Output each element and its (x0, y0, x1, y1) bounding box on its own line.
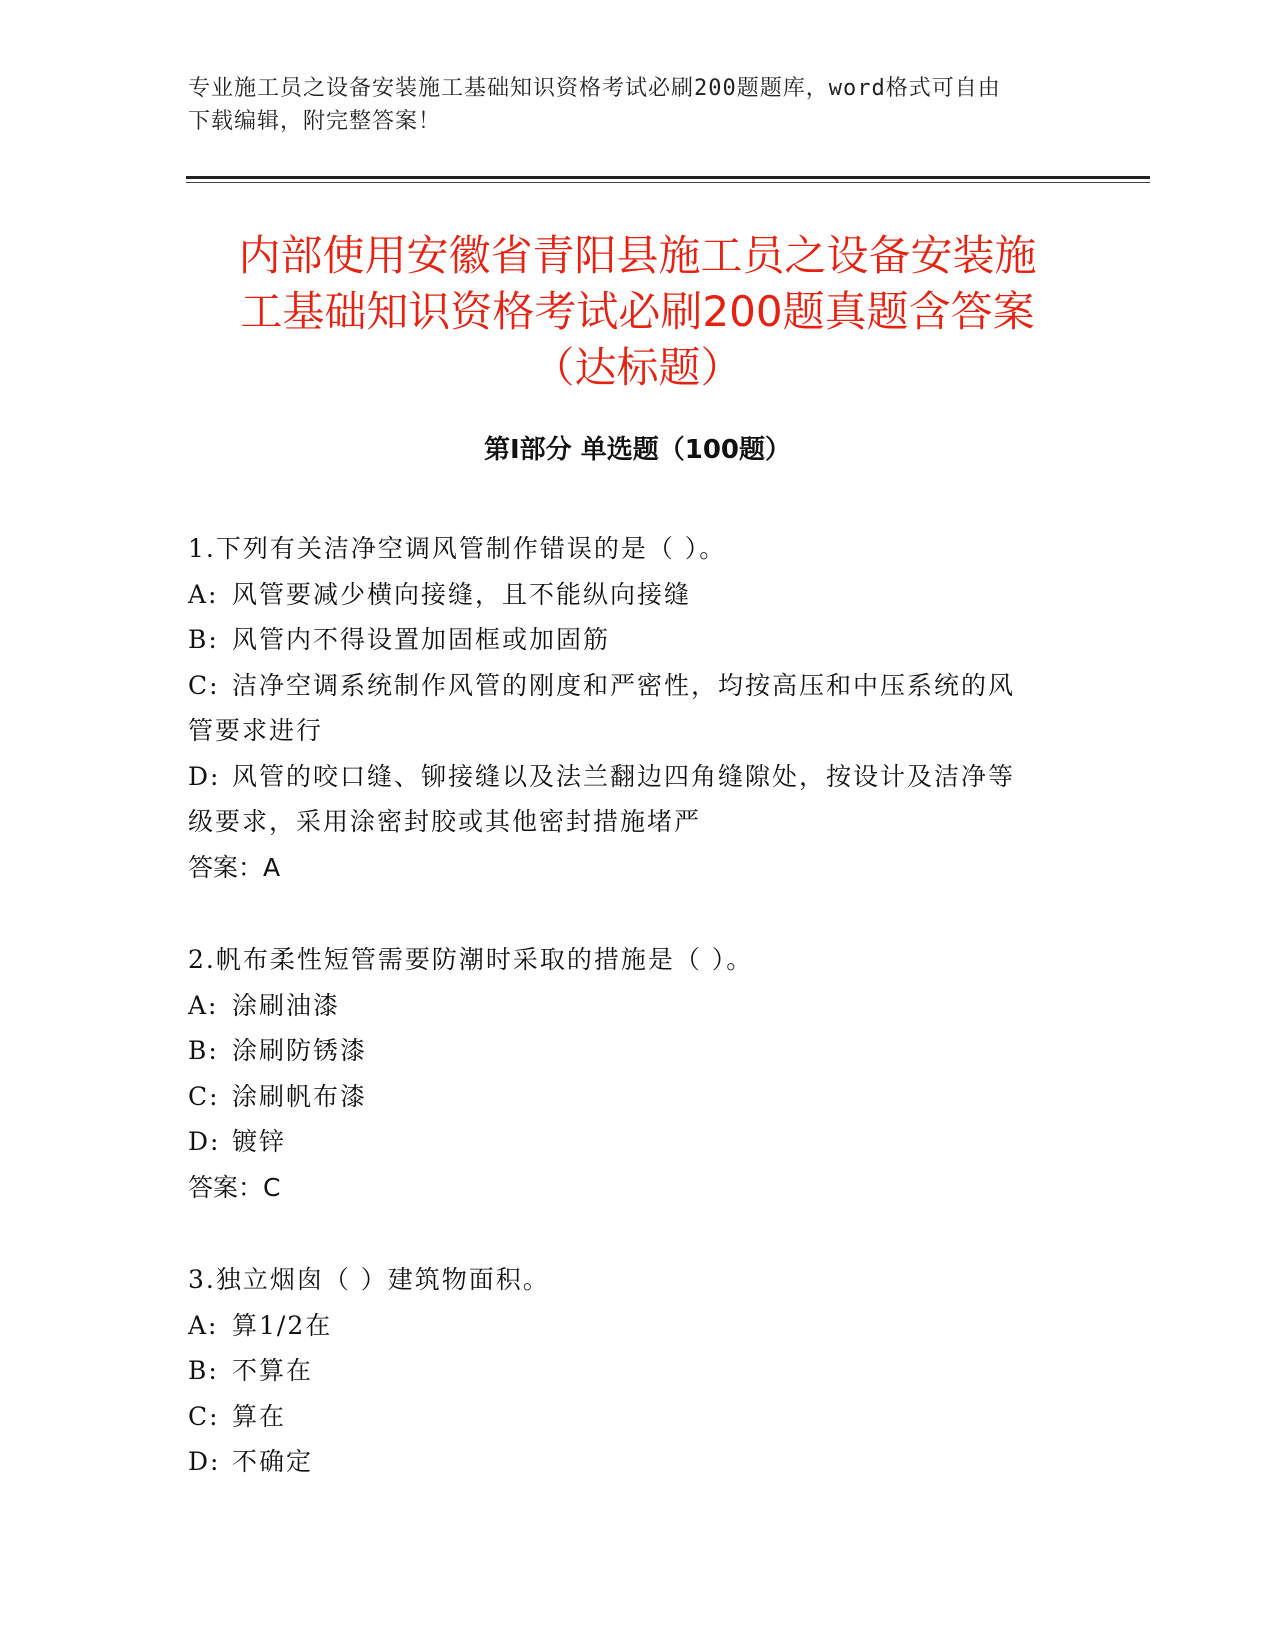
question-1 (188, 526, 1088, 890)
answer-line: 答案：A (188, 852, 281, 882)
option-d (188, 1439, 1088, 1485)
option-c (188, 1074, 1088, 1120)
option-label: A: (188, 990, 219, 1020)
option-text: 不算在 (232, 1356, 314, 1385)
option-d-continuation: 级要求，采用涂密封胶或其他密封措施堵严 (188, 807, 702, 836)
option-text: 风管要减少横向接缝，且不能纵向接缝 (232, 579, 692, 609)
option-label: C: (188, 1401, 220, 1431)
option-b (188, 617, 1088, 663)
option-a (188, 572, 1088, 618)
option-label: C: (188, 1081, 220, 1111)
option-text: 不确定 (232, 1447, 314, 1476)
option-label: B: (188, 1036, 219, 1065)
option-label: B: (188, 1356, 219, 1385)
question-stem: 1.下列有关洁净空调风管制作错误的是（ ）。 (188, 534, 727, 563)
option-text: 算1/2在 (232, 1310, 333, 1340)
option-a (188, 1303, 1088, 1349)
document-title (150, 228, 1125, 396)
option-text: 风管的咬口缝、铆接缝以及法兰翻边四角缝隙处，按设计及洁净等 (232, 761, 1016, 791)
document-title-line-1: 内部使用安徽省青阳县施工员之设备安装施 (238, 231, 1037, 280)
option-text: 涂刷帆布漆 (232, 1081, 368, 1111)
answer-line: 答案：C (188, 1172, 281, 1202)
question-3 (188, 1257, 1088, 1485)
question-stem: 3.独立烟囱（ ）建筑物面积。 (188, 1265, 550, 1294)
option-text: 算在 (232, 1401, 287, 1431)
header-divider-thin (186, 182, 1150, 183)
question-list (188, 526, 1088, 1532)
option-label: C: (188, 670, 220, 700)
option-c (188, 663, 1088, 709)
question-2 (188, 937, 1088, 1210)
header-note (188, 72, 1088, 138)
header-note-line-1: 专业施工员之设备安装施工基础知识资格考试必刷200题题库，word格式可自由 (188, 76, 1001, 101)
document-title-line-3: （达标题） (532, 343, 743, 392)
option-label: B: (188, 625, 219, 654)
document-title-line-2: 工基础知识资格考试必刷200题真题含答案 (240, 287, 1035, 336)
option-d (188, 1119, 1088, 1165)
option-text: 涂刷油漆 (232, 990, 341, 1020)
option-label: A: (188, 579, 219, 609)
option-c-continuation: 管要求进行 (188, 716, 324, 745)
option-text: 涂刷防锈漆 (232, 1036, 368, 1065)
header-note-line-2: 下载编辑，附完整答案！ (188, 109, 442, 134)
option-text: 风管内不得设置加固框或加固筋 (232, 625, 611, 654)
option-text: 镀锌 (232, 1127, 287, 1156)
option-label: A: (188, 1310, 219, 1340)
header-divider-thick (186, 176, 1150, 179)
option-b (188, 1028, 1088, 1074)
option-text: 洁净空调系统制作风管的刚度和严密性，均按高压和中压系统的风 (232, 670, 1016, 700)
option-c (188, 1394, 1088, 1440)
option-a (188, 983, 1088, 1029)
option-d (188, 754, 1088, 800)
option-label: D: (188, 761, 221, 791)
section-title: 第Ⅰ部分 单选题（100题） (484, 435, 791, 465)
option-b (188, 1348, 1088, 1394)
option-label: D: (188, 1127, 221, 1156)
question-stem: 2.帆布柔性短管需要防潮时采取的措施是（ ）。 (188, 945, 754, 974)
option-label: D: (188, 1447, 221, 1476)
